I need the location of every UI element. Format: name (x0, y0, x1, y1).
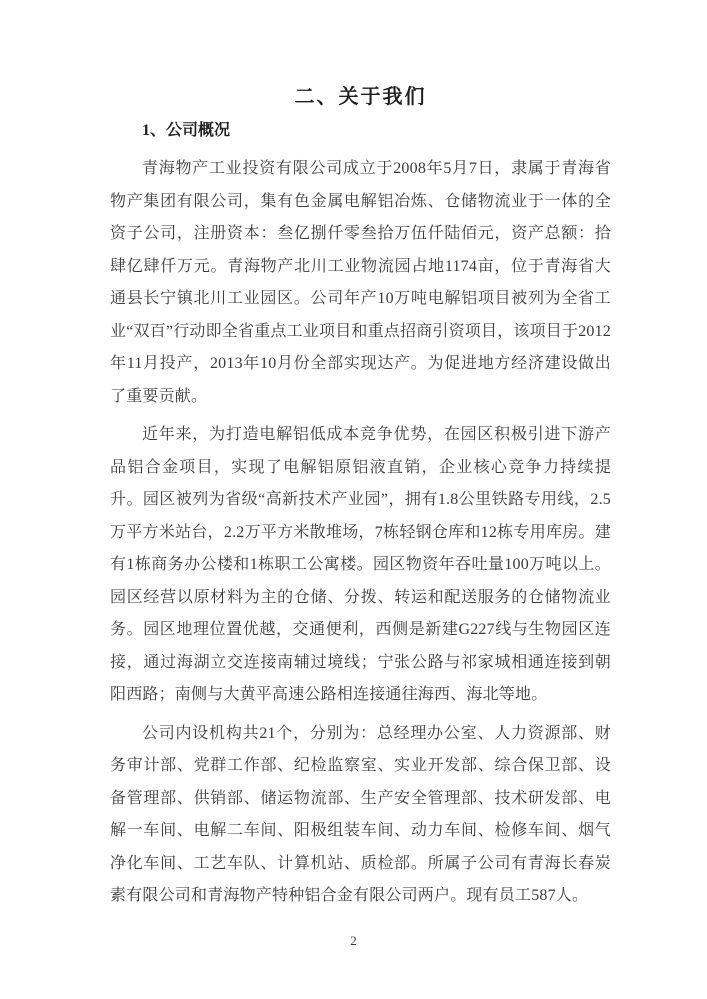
document-content (110, 84, 611, 919)
section-heading: 1、公司概况 (142, 122, 231, 139)
page-number: 2 (350, 933, 357, 948)
paragraph-company-intro: 青海物产工业投资有限公司成立于2008年5月7日，隶属于青海省物产集团有限公司，集有色金属电解铝冶炼、仓储物流业于一体的全资子公司，注册资本：叁亿捌仟零叁拾万伍仟陆佰元，资产总额：拾肆亿肆仟万元。青海物产北川工业物流园占地1174亩，位于青海省大通县长宁镇北川工业园区。公司年产10万吨电解铝项目被列为全省工业“双百”行动即全省重点工业项目和重点招商引资项目，该项目于2012年11月投产，2013年10月份全部实现达产。为促进地方经济建设做出了重要贡献。 (110, 160, 612, 405)
paragraph-org-structure: 公司内设机构共21个，分别为：总经理办公室、人力资源部、财务审计部、党群工作部、纪检监察室、实业开发部、综合保卫部、设备管理部、供销部、储运物流部、生产安全管理部、技术研发部、电解一车间、电解二车间、阳极组装车间、动力车间、检修车间、烟气净化车间、工艺车队、计算机站、质检部。所属子公司有青海长春炭素有限公司和青海物产特种铝合金有限公司两户。现有员工587人。 (110, 724, 611, 904)
page-footer (0, 933, 707, 949)
paragraph-park-overview: 近年来，为打造电解铝低成本竞争优势，在园区积极引进下游产品铝合金项目，实现了电解铝原铝液直销，企业核心竞争力持续提升。园区被列为省级“高新技术产业园”，拥有1.8公里铁路专用线，2.5万平方米站台，2.2万平方米散堆场，7栋轻钢仓库和12栋专用库房。建有1栋商务办公楼和1栋职工公寓楼。园区物资年吞吐量100万吨以上。园区经营以原材料为主的仓储、分拨、转运和配送服务的仓储物流业务。园区地理位置优越，交通便利，西侧是新建G227线与生物园区连接，通过海湖立交连接南辅过境线；宁张公路与祁家城相通连接到朝阳西路；南侧与大黄平高速公路相连接通往海西、海北等地。 (110, 426, 611, 703)
page-title: 二、关于我们 (294, 86, 427, 108)
